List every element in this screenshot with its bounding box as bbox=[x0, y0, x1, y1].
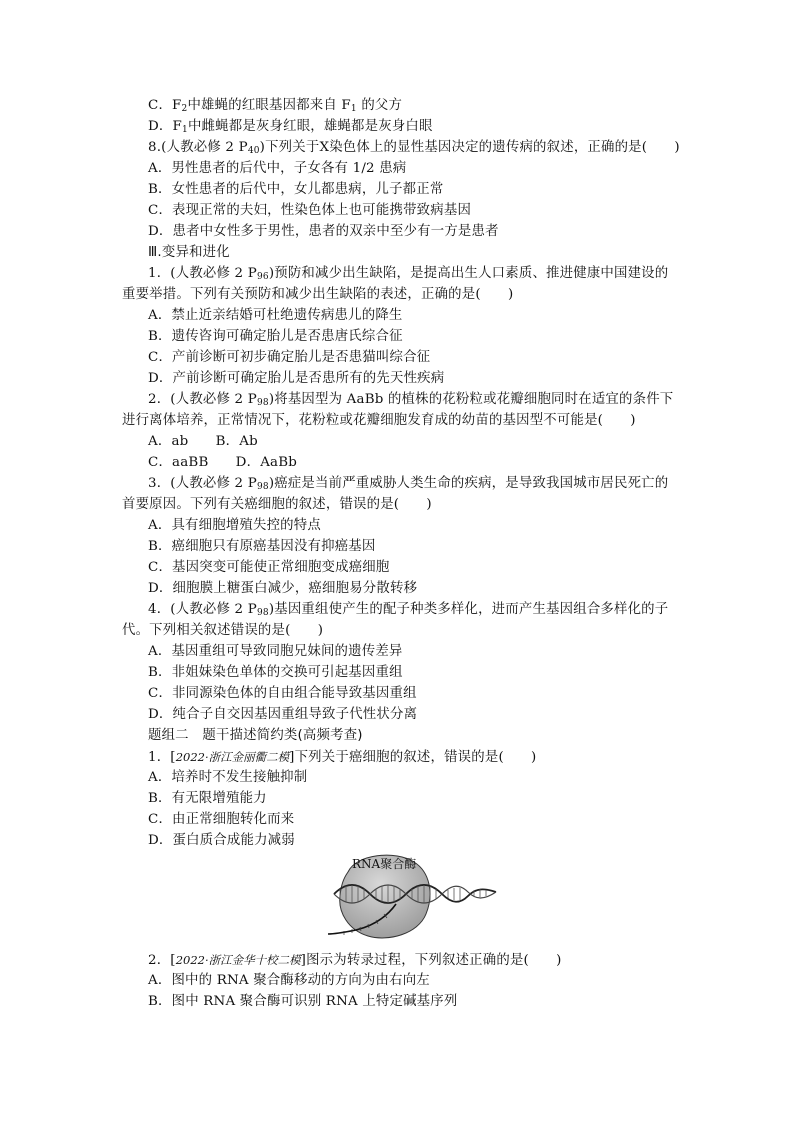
q8-option-b: B．女性患者的后代中，女儿都患病，儿子都正常 bbox=[148, 182, 444, 197]
g2-source: 2022·浙江金华十校二模 bbox=[175, 953, 301, 967]
section-heading-variation-evolution: Ⅲ.变异和进化 bbox=[148, 245, 230, 260]
g1-option-b: B．有无限增殖能力 bbox=[148, 791, 267, 806]
s3-stem-line1: 3．(人教必修 2 $P_{98}$)癌症是当前严重威胁人类生命的疾病，是导致我国城市居民死亡的 bbox=[148, 476, 669, 492]
s4-option-c: C．非同源染色体的自由组合能导致基因重组 bbox=[148, 686, 417, 701]
q7-option-c: C．$F_2$中雄蝇的红眼基因都来自 $F_1$ 的父方 bbox=[148, 98, 403, 114]
s1-option-d: D．产前诊断可确定胎儿是否患所有的先天性疾病 bbox=[148, 371, 445, 386]
s4-stem-line2: 代。下列相关叙述错误的是( ) bbox=[122, 623, 324, 638]
q8-option-d: D．患者中女性多于男性，患者的双亲中至少有一方是患者 bbox=[148, 224, 499, 239]
s3-stem-line2: 首要原因。下列有关癌细胞的叙述，错误的是( ) bbox=[122, 497, 432, 512]
s2-stem-line2: 进行离体培养，正常情况下，花粉粒或花瓣细胞发育成的幼苗的基因型不可能是( ) bbox=[122, 413, 636, 428]
g1-prefix: 1．[ bbox=[148, 750, 176, 765]
g2-option-b: B．图中 RNA 聚合酶可识别 RNA 上特定碱基序列 bbox=[148, 994, 458, 1009]
q8-option-c: C．表现正常的夫妇，性染色体上也可能携带致病基因 bbox=[148, 203, 472, 218]
g2-stem bbox=[148, 950, 562, 971]
group-two-heading: 题组二 题干描述简约类(高频考查) bbox=[148, 728, 363, 743]
s2-stem-line1: 2．(人教必修 2 $P_{98}$)将基因型为 AaBb 的植株的花粉粒或花瓣细胞同时在适宜的条件下 bbox=[148, 392, 674, 408]
s1-stem-line1: 1．(人教必修 2 $P_{96}$)预防和减少出生缺陷，是提高出生人口素质、推进健康中国建设的 bbox=[148, 266, 669, 282]
q8-stem: 8.(人教必修 2 $P_{40}$)下列关于X染色体上的显性基因决定的遗传病的叙述，正确的是( ) bbox=[148, 140, 680, 156]
s4-option-b: B．非姐妹染色单体的交换可引起基因重组 bbox=[148, 665, 403, 680]
g2-prefix: 2．[ bbox=[148, 953, 176, 968]
q8-option-a: A．男性患者的后代中，子女各有 1/2 患病 bbox=[148, 161, 407, 176]
g1-option-d: D．蛋白质合成能力减弱 bbox=[148, 833, 295, 848]
s1-stem-line2: 重要举措。下列有关预防和减少出生缺陷的表述，正确的是( ) bbox=[122, 287, 514, 302]
s1-option-c: C．产前诊断可初步确定胎儿是否患猫叫综合征 bbox=[148, 350, 431, 365]
s3-option-a: A．具有细胞增殖失控的特点 bbox=[148, 518, 321, 533]
g2-stem-rest: ]图示为转录过程，下列叙述正确的是( ) bbox=[300, 953, 562, 968]
s4-option-d: D．纯合子自交因基因重组导致子代性状分离 bbox=[148, 707, 418, 722]
s3-option-d: D．细胞膜上糖蛋白减少，癌细胞易分散转移 bbox=[148, 581, 418, 596]
g1-option-c: C．由正常细胞转化而来 bbox=[148, 812, 295, 827]
g1-option-a: A．培养时不发生接触抑制 bbox=[148, 770, 308, 785]
g1-stem bbox=[148, 747, 536, 768]
g2-option-a: A．图中的 RNA 聚合酶移动的方向为由右向左 bbox=[148, 973, 430, 988]
g1-source: 2022·浙江金丽衢二模 bbox=[175, 750, 290, 764]
g1-stem-rest: ]下列关于癌细胞的叙述，错误的是( ) bbox=[289, 750, 537, 765]
s3-option-c: C．基因突变可能使正常细胞变成癌细胞 bbox=[148, 560, 390, 575]
q7-option-d: D．$F_1$中雌蝇都是灰身红眼，雄蝇都是灰身白眼 bbox=[148, 119, 433, 135]
s4-option-a: A．基因重组可导致同胞兄妹间的遗传差异 bbox=[148, 644, 403, 659]
s2-options-cd: C．aaBB D．AaBb bbox=[148, 455, 298, 470]
s2-options-ab: A．ab B．Ab bbox=[148, 434, 258, 449]
s1-option-b: B．遗传咨询可确定胎儿是否患唐氏综合征 bbox=[148, 329, 403, 344]
s4-stem-line1: 4．(人教必修 2 $P_{98}$)基因重组使产生的配子种类多样化，进而产生基因组合多样化的子 bbox=[148, 602, 669, 618]
transcription-figure bbox=[326, 852, 502, 944]
s3-option-b: B．癌细胞只有原癌基因没有抑癌基因 bbox=[148, 539, 376, 554]
figure-label-rna-polymerase: RNA聚合酶 bbox=[352, 857, 417, 871]
s1-option-a: A．禁止近亲结婚可杜绝遗传病患儿的降生 bbox=[148, 308, 403, 323]
